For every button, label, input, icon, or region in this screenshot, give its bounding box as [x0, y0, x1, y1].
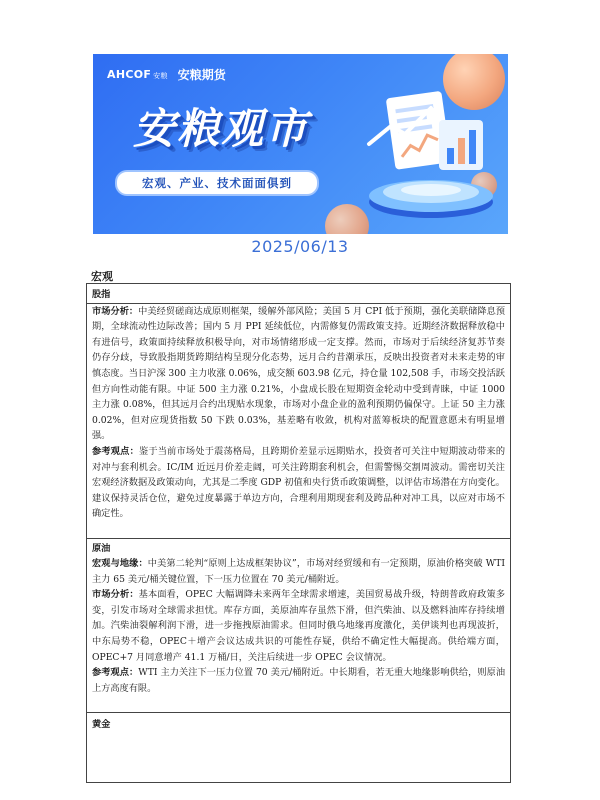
company-logo: AHCOF 安粮	[107, 68, 168, 81]
content-table	[86, 283, 511, 783]
tagline-pill	[115, 170, 319, 196]
block-title-crude: 原油	[92, 542, 111, 554]
stock-index-market-analysis: 市场分析：中美经贸磋商达成原则框架，缓解外部风险；美国 5 月 CPI 低于预期，强化美联储降息预期，全球流动性边际改善；国内 5 月 PPI 延续低位，内需修复仍需政策支持。近期经济数据释放稳中有进信号，政策面持续释放积极导向，对市场情绪形成一定支撑。然而，市场对于后续经济复苏节奏仍存分歧，导致股指期货跨期结构呈现分化态势，远月合约昔潮承压，反映出投资者对未来走势的审慎态度。当日沪深 300 主力收涨 0.06%，成交额 603.98 亿元，持仓量 102,508 手，市场交投活跃但方向性动能有限。中证 500 主力涨 0.21%，小盘成长股在短期资金轮动中受到青睐，中证 1000 主力涨 0.08%，但其远月合约出现贴水现象，市场对小盘企业的盈利预期仍偏保守。上证 50 主力涨 0.02%，但对应现货指数 50 下跌 0.03%，基差略有收敛，机构对蓝筹板块的配置意愿未有明显增强。	[92, 305, 506, 442]
report-date: 2025/06/13	[251, 237, 349, 256]
block-title-gold: 黄金	[92, 719, 111, 731]
spacer	[92, 696, 505, 712]
brand	[107, 66, 226, 83]
crude-market-analysis: 市场分析：基本面看，OPEC 大幅调降未来两年全球需求增速，美国贸易战升级，特朗普政府政策多变，引发市场对全球需求担忧。库存方面，美原油库存虽然下滑，但汽柴油、以及燃料油库存持续增加。汽柴油裂解利润下滑，进一步拖拽原油需求。但同时俄乌地缘再度激化，美伊谈判也再现波折，中东局势不稳，OPEC＋增产会议达成共识的可能性存疑，供给不确定性大幅提高。供给端方面，OPEC+7 月同意增产 41.1 万桶/日，关注后续进一步 OPEC 会议情况。	[92, 589, 506, 663]
divider	[87, 712, 510, 713]
spacer	[92, 522, 505, 538]
crude-reference-view: 参考观点：WTI 主力关注下一压力位置 70 美元/桶附近。中长期看，若无重大地缘影响供给，则原油上方高度有限。	[92, 667, 506, 694]
tagline-text: 宏观、产业、技术面面俱到	[142, 176, 292, 190]
finance-illustration-icon	[361, 74, 501, 224]
header-banner	[93, 54, 508, 234]
banner-title: 安粮观市	[133, 104, 310, 153]
company-name: 安粮期货	[177, 68, 226, 82]
divider	[87, 538, 510, 539]
section-heading-macro: 宏观	[91, 270, 113, 283]
stock-index-reference-view: 参考观点：鉴于当前市场处于震荡格局，且跨期价差显示远期贴水，投资者可关注中短期波动带来的对冲与套利机会。IC/IM 近远月价差走阔，可关注跨期套利机会，但需警惕交割周波动。需密切关注宏观经济数据及政策动向，尤其是二季度 GDP 初值和央行货币政策调整，以评估市场潜在方向变化。建议保持灵活仓位，避免过度暴露于单边方向，合理利用期现套利及跨品种对冲工具，以应对市场不确定性。	[92, 445, 506, 520]
block-title-stock-index: 股指	[92, 289, 111, 300]
crude-macro-geopolitics: 宏观与地缘：中美第二轮判“原则上达成框架协议”，市场对经贸缓和有一定预期，原油价格突破 WTI 主力 65 美元/桶关键位置，下一压力位置在 70 美元/桶附近。	[92, 558, 505, 585]
